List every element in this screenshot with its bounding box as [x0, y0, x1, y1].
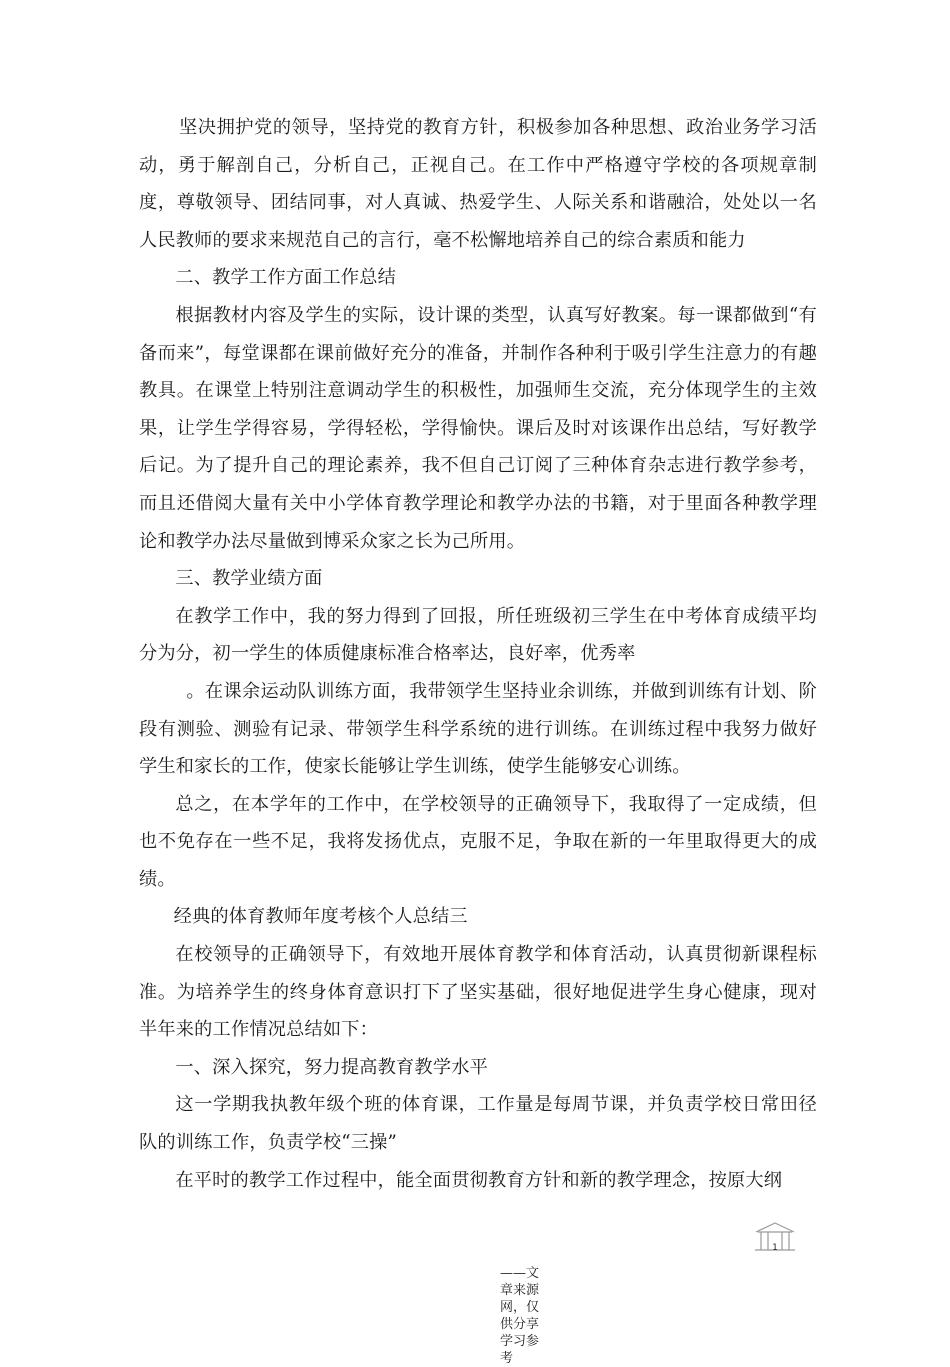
- paragraph-6: 在校领导的正确领导下，有效地开展体育教学和体育活动，认真贯彻新课程标准。为培养学生的终身体育意识打下了坚实基础，很好地促进学生身心健康，现对半年来的工作情况总结如下：: [139, 944, 817, 1041]
- page-logo-icon: [752, 1220, 798, 1254]
- paragraph-5: 总之，在本学年的工作中，在学校领导的正确领导下，我取得了一定成绩，但也不免存在一些不足，我将发扬优点，克服不足，争取在新的一年里取得更大的成绩。: [139, 793, 817, 890]
- section-heading-2: 二、教学工作方面工作总结: [175, 267, 397, 289]
- page-number: 1: [772, 1243, 778, 1253]
- paragraph-2: 根据教材内容及学生的实际，设计课的类型，认真写好教案。每一课都做到“有备而来”，每堂课都在课前做好充分的准备，并制作各种利于吸引学生注意力的有趣教具。在课堂上特别注意调动学生的积极性，加强师生交流，充分体现学生的主效果，让学生学得容易，学得轻松，学得愉快。课后及时对该课作出总结，写好教学后记。为了提升自己的理论素养，我不但自己订阅了三种体育杂志进行教学参考，而且还借阅大量有关中小学体育教学理论和教学办法的书籍，对于里面各种教学理论和教学办法尽量做到博采众家之长为己所用。: [139, 304, 817, 552]
- article-title-3: 经典的体育教师年度考核个人总结三: [173, 906, 468, 928]
- paragraph-8: 在平时的教学工作过程中，能全面贯彻教育方针和新的教学理念，按原大纲: [175, 1169, 783, 1191]
- section-heading-1: 一、深入探究，努力提高教育教学水平: [175, 1056, 488, 1078]
- paragraph-1: 坚决拥护党的领导，坚持党的教育方针，积极参加各种思想、政治业务学习活动，勇于解剖自己，分析自己，正视自己。在工作中严格遵守学校的各项规章制度，尊敬领导、团结同事，对人真诚、热爱学生、人际关系和谐融洽，处处以一名人民教师的要求来规范自己的言行，毫不松懈地培养自己的综合素质和能力: [139, 117, 817, 251]
- paragraph-4: 。在课余运动队训练方面，我带领学生坚持业余训练，并做到训练有计划、阶段有测验、测验有记录、带领学生科学系统的进行训练。在训练过程中我努力做好学生和家长的工作，使家长能够让学生训练，使学生能够安心训练。: [139, 680, 817, 778]
- section-heading-3: 三、教学业绩方面: [175, 568, 323, 590]
- footer-source-note: ——文章来源网，仅供分享学习参考: [500, 1266, 540, 1366]
- paragraph-3: 在教学工作中，我的努力得到了回报，所任班级初三学生在中考体育成绩平均分为分，初一学生的体质健康标准合格率达，良好率，优秀率: [139, 605, 817, 665]
- document-body: [139, 109, 817, 1199]
- paragraph-7: 这一学期我执教年级个班的体育课，工作量是每周节课，并负责学校日常田径队的训练工作，负责学校“三操”: [139, 1094, 817, 1154]
